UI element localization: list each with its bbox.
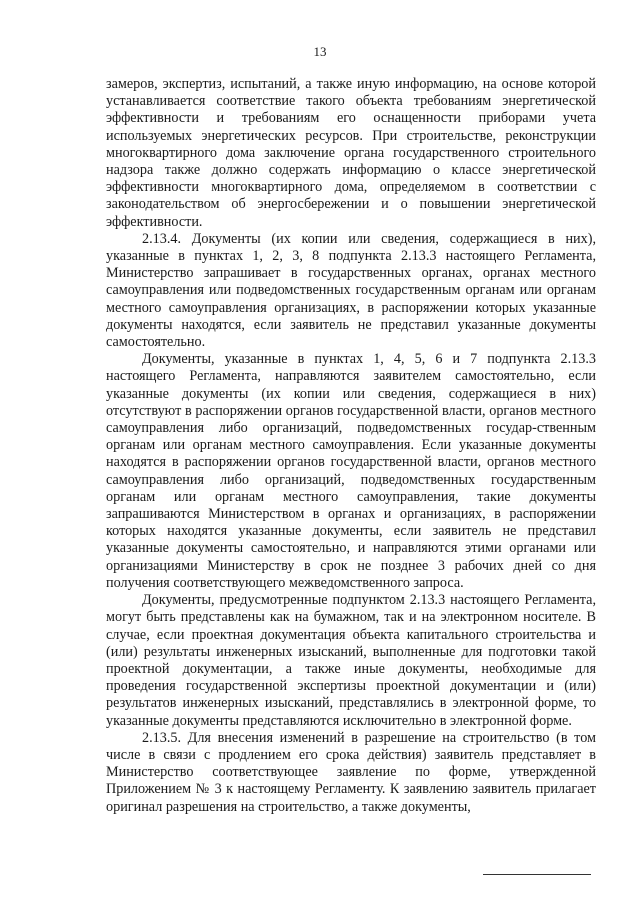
- paragraph-2: 2.13.4. Документы (их копии или сведения, содержащиеся в них), указанные в пунктах 1, 2, 3, 8 подпункта 2.13.3 настоящего Регламента, Министерство запрашивает в государственных органах, органах местного самоуправления или подведомственных государственным органам или органам местного самоуправления организациях, в распоряжении которых указанные документы находятся, если заявитель не представил указанные документы самостоятельно.: [106, 230, 596, 351]
- page-number: 13: [313, 44, 327, 59]
- paragraph-1: замеров, экспертиз, испытаний, а также иную информацию, на основе которой устанавливается соответствие такого объекта требованиям энергетической эффективности и требованиям его оснащенности приборами учета используемых энергетических ресурсов. При строительстве, реконструкции многоквартирного дома заключение органа государственного строительного надзора также должно содержать информацию о классе энергетической эффективности многоквартирного дома, определяемом в соответствии с законодательством об энергосбережении и о повышении энергетической эффективности.: [106, 76, 596, 230]
- paragraph-5: 2.13.5. Для внесения изменений в разрешение на строительство (в том числе в связи с продлением его срока действия) заявитель представляет в Министерство соответствующее заявление по форме, утвержденной Приложением № 3 к настоящему Регламенту. К заявлению заявитель прилагает оригинал разрешения на строительство, а также документы,: [106, 729, 596, 815]
- paragraph-4: Документы, предусмотренные подпунктом 2.13.3 настоящего Регламента, могут быть представлены как на бумажном, так и на электронном носителе. В случае, если проектная документация объекта капитального строительства и (или) результаты инженерных изысканий, выполненные для подготовки такой проектной документации, а также иные документы, необходимые для проведения государственной экспертизы проектной документации и (или) результатов инженерных изысканий, представлялись в электронной форме, то указанные документы представляются исключительно в электронной форме.: [106, 592, 596, 729]
- document-body: [106, 76, 596, 816]
- footer-rule: [483, 874, 591, 875]
- paragraph-3: Документы, указанные в пунктах 1, 4, 5, 6 и 7 подпункта 2.13.3 настоящего Регламента, направляются заявителем самостоятельно, если указанные документы (их копии или сведения, содержащиеся в них) отсутствуют в распоряжении органов государственной власти, органов местного самоуправления либо организаций, подведомственных государ-ственным органам или органам местного самоуправления. Если указанные документы находятся в распоряжении органов государственной власти, органов местного самоуправления либо организаций, подведомственных государственным органам или органам местного самоуправления, такие документы запрашиваются Министерством в органах и организациях, в распоряжении которых находятся указанные документы, если заявитель не представил указанные документы самостоятельно, и направляются этими органами или организациями Министерству в срок не позднее 3 рабочих дней со дня получения соответствующего межведомственного запроса.: [106, 351, 596, 591]
